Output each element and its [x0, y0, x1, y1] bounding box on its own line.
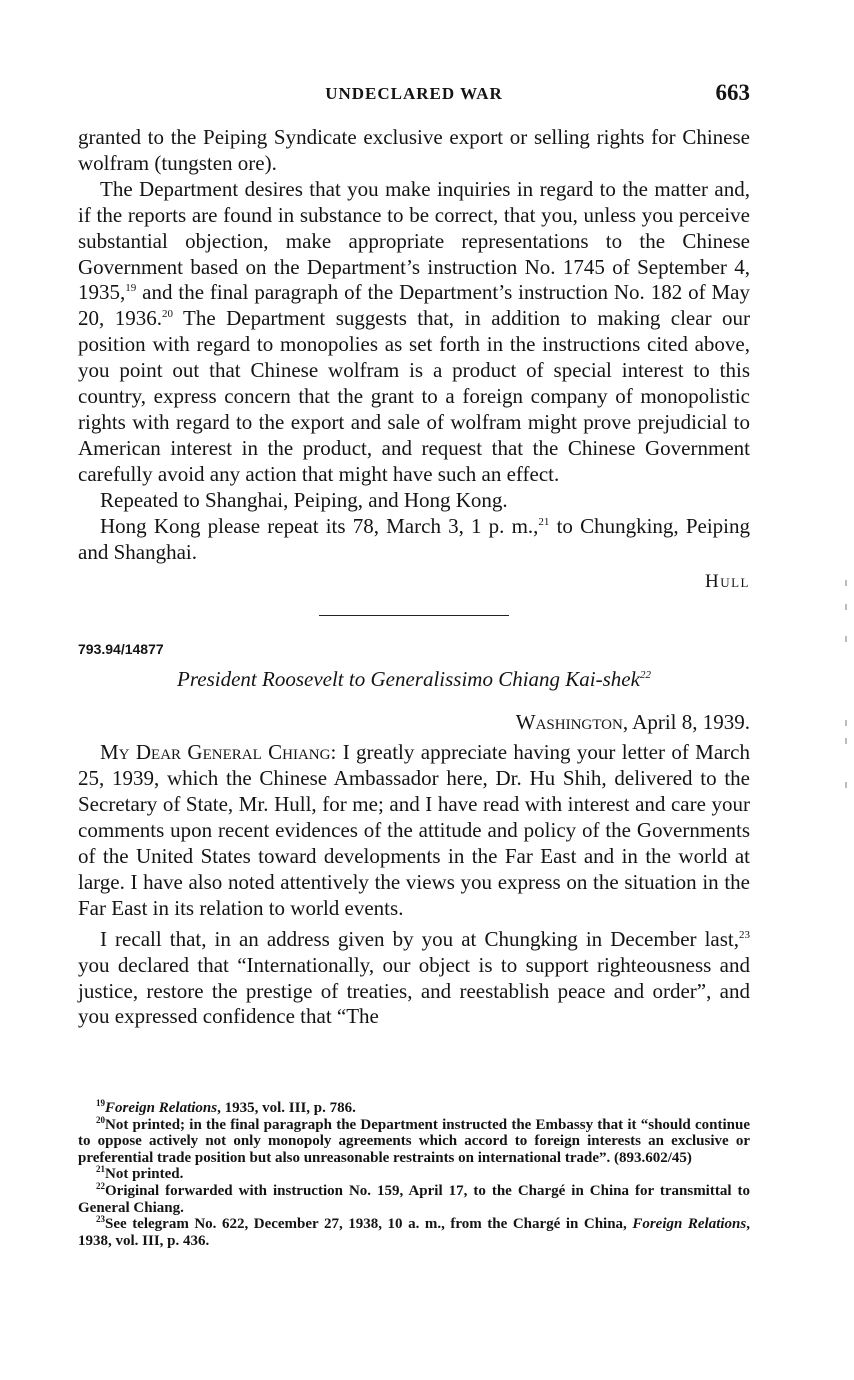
footnote-title: Foreign Relations	[632, 1216, 747, 1233]
paragraph-continued: granted to the Peiping Syndicate exclusive export or selling rights for Chinese wolfram (tungsten ore).	[78, 125, 750, 175]
footnote-number: 22	[96, 1180, 105, 1191]
section-divider	[319, 615, 509, 616]
scan-mark	[845, 636, 847, 642]
letter-paragraph-2	[78, 927, 750, 1031]
file-number: 793.94/14877	[78, 641, 164, 658]
footnote-number: 21	[96, 1164, 105, 1175]
paragraph-text: The Department desires that you make inquiries in regard to the matter and, if the reports are found in substance to be correct, that you, unless you perceive substantial objection, make appropriate representations to the Chinese Government based on the Department’s instruction No. 1745 of September 4, 1935,	[78, 176, 750, 305]
scan-mark	[845, 720, 847, 726]
paragraph-text: Hong Kong please repeat its 78, March 3, 1 p. m.,	[100, 513, 539, 538]
running-title: UNDECLARED WAR	[325, 84, 503, 103]
paragraph-text: The Department suggests that, in addition to making clear our position with regard to monopolies as set forth in the instructions cited above, you point out that Chinese wolfram is a product of special interest to this country, express concern that the grant to a foreign company of monopolistic rights with regard to the export and sale of wolfram might prove prejudicial to American interest in the product, and request that the Chinese Government carefully avoid any action that might have such an effect.	[78, 306, 750, 486]
paragraph-department-desires	[78, 177, 750, 488]
footnote-text: Not printed.	[105, 1166, 184, 1183]
dateline-date: , April 8, 1939.	[622, 710, 750, 735]
footnote-text: , 1938, vol. III, p. 436.	[78, 1216, 750, 1249]
paragraph-text: I greatly appreciate having your letter of March 25, 1939, which the Chinese Ambassador here, Dr. Hu Shih, delivered to the Secretary of State, Mr. Hull, for me; and I have read with interest and care your comments upon recent evidences of the attitude and policy of the Governments of the United States toward developments in the Far East and in the world at large. I have also noted attentively the views you express on the situation in the Far East in its relation to world events.	[78, 740, 750, 920]
footnote-number: 23	[96, 1214, 105, 1225]
body-text	[78, 125, 750, 1030]
paragraph-text: and the final paragraph of the Department’s instruction No. 182 of May 20, 1936.	[78, 280, 750, 331]
footnote-ref-21: 21	[538, 515, 550, 528]
salutation-punct: :	[330, 740, 343, 765]
footnote-22	[78, 1180, 750, 1216]
salutation: My Dear General Chiang	[100, 740, 331, 765]
document-title	[78, 666, 750, 692]
footnote-20	[78, 1114, 750, 1167]
paragraph-text: I recall that, in an address given by you at Chungking in December last,	[100, 926, 739, 951]
footnote-text: Not printed; in the final paragraph the Department instructed the Embassy that it “should continue to oppose actively not only monopoly agreements which accord to foreign interests an exclusive or preferential trade position but also unreasonable restraints on international trade”. (893.602/45)	[78, 1116, 750, 1166]
footnote-text: , 1935, vol. III, p. 786.	[217, 1100, 356, 1116]
dateline-place: Washington	[515, 710, 623, 735]
signature-hull: Hull	[705, 571, 750, 593]
footnotes	[78, 1100, 750, 1249]
document-title-text: President Roosevelt to Generalissimo Chiang Kai-shek	[177, 667, 640, 692]
footnote-21	[78, 1166, 750, 1183]
paragraph-repeated: Repeated to Shanghai, Peiping, and Hong Kong.	[100, 487, 508, 512]
dateline	[78, 709, 750, 735]
footnote-text: Original forwarded with instruction No. 159, April 17, to the Chargé in China for transmittal to General Chiang.	[78, 1182, 750, 1216]
paragraph-text: to Chungking, Peiping and Shanghai.	[78, 513, 750, 564]
scan-mark	[845, 604, 847, 610]
scan-mark	[845, 782, 847, 788]
footnote-number: 19	[96, 1098, 105, 1108]
paragraph-text: you declared that “Internationally, our object is to support righteousness and justice, restore the prestige of treaties, and reestablish peace and order”, and you expressed confidence that “The	[78, 952, 750, 1029]
footnote-ref-20: 20	[161, 308, 173, 321]
footnote-ref-23: 23	[739, 928, 750, 941]
scan-mark	[845, 738, 847, 744]
scan-mark	[845, 580, 847, 586]
footnote-ref-22: 22	[639, 669, 651, 682]
page-number: 663	[715, 80, 750, 105]
footnote-title: Foreign Relations	[105, 1100, 218, 1116]
paragraph-hong-kong	[78, 514, 750, 566]
running-head	[78, 80, 750, 108]
footnote-19	[78, 1100, 750, 1117]
document-page	[78, 0, 750, 1380]
footnote-23	[78, 1216, 750, 1249]
scan-edge-marks	[842, 560, 854, 860]
footnote-ref-19: 19	[125, 282, 137, 295]
footnote-number: 20	[96, 1114, 105, 1125]
footnote-text: See telegram No. 622, December 27, 1938, 10 a. m., from the Chargé in China,	[105, 1216, 633, 1233]
letter-paragraph-1	[78, 740, 750, 921]
